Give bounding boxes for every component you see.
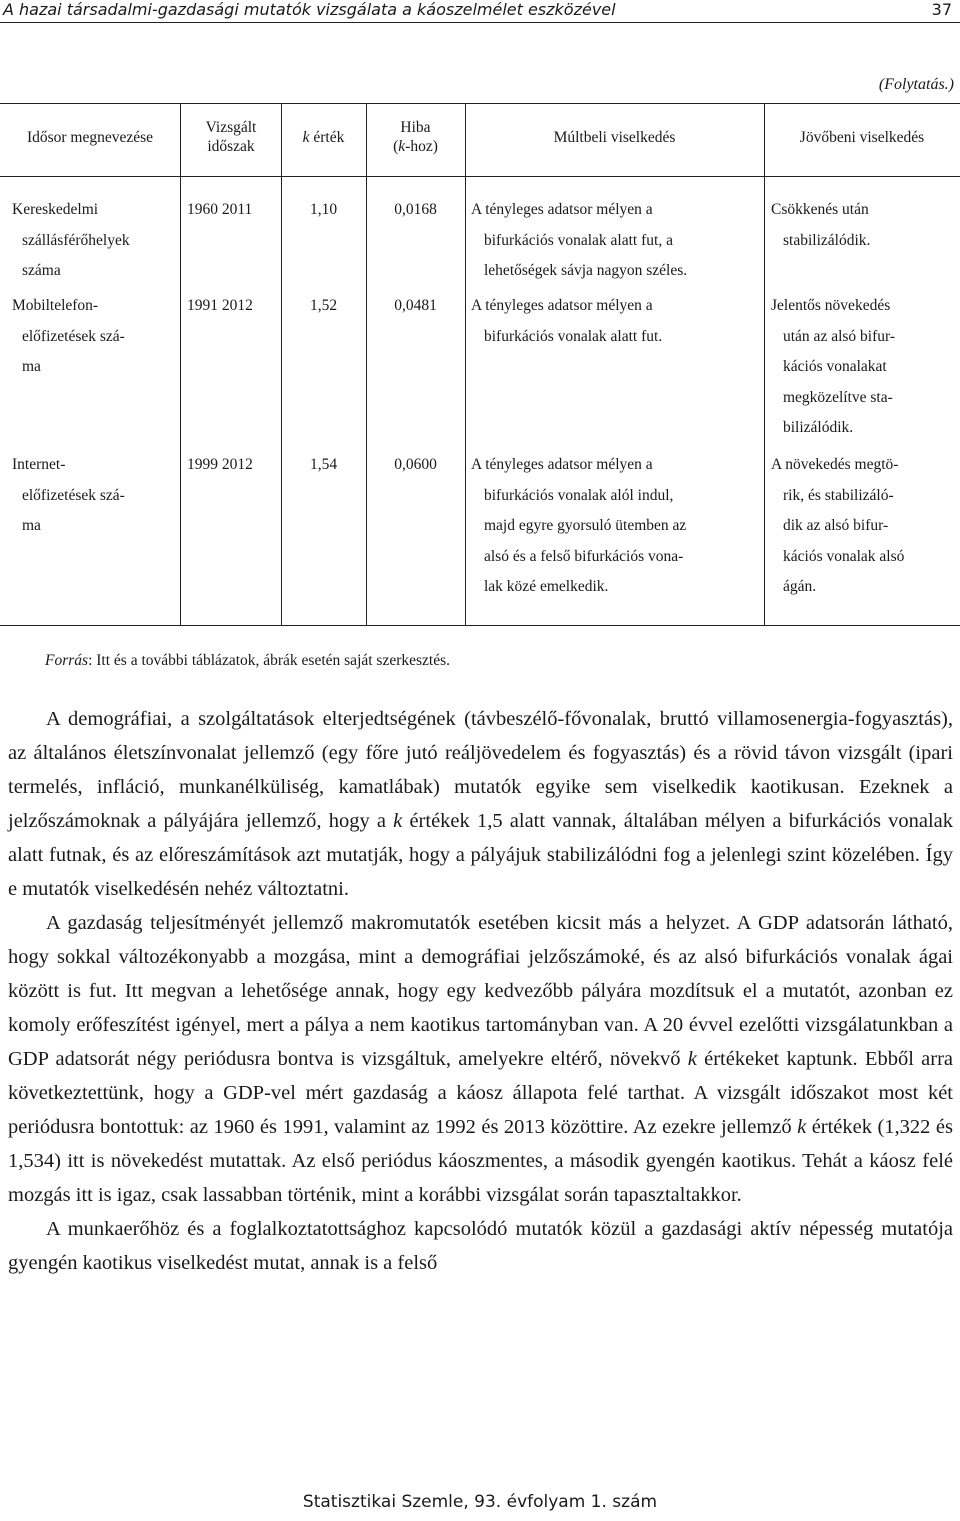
column-divider bbox=[180, 103, 181, 625]
paragraph: A demográfiai, a szolgáltatások elterjedtségének (távbeszélő-fővonalak, bruttó villamosenergia-fogyasztás), az általános életszínvonalat jellemző (egy főre jutó reáljövedelem és fogyasztás) és a rövid távon vizsgált (ipari termelés, infláció, munkanélküliség, kamatlábak) mutatók egyike sem viselkedik kaotikusan. Ezeknek a jelzőszámoknak a pályájára jellemző, hogy a k értékek 1,5 alatt vannak, általában mélyen a bifurkációs vonalak alatt futnak, és az előreszámítások azt mutatják, hogy a pályájuk stabilizálódni fog a jelenlegi szint közelében. Így e mutatók viselkedésén nehéz változtatni. bbox=[8, 708, 953, 900]
row-2-past-behavior: A tényleges adatsor mélyen a bifurkációs vonalak alatt fut. bbox=[471, 297, 663, 345]
row-1-period: 1960 2011 bbox=[187, 201, 253, 218]
table-header-rule bbox=[0, 176, 960, 177]
row-1-future-behavior: Csökkenés után stabilizálódik. bbox=[771, 201, 871, 249]
row-2-period: 1991 2012 bbox=[187, 297, 253, 314]
row-1-k-value: 1,10 bbox=[309, 201, 338, 218]
row-3-series-name: Internet- előfizetések szá- ma bbox=[12, 456, 125, 534]
row-2-error: 0,0481 bbox=[394, 297, 437, 314]
col-header-series-name: Idősor megnevezése bbox=[26, 129, 154, 146]
page-footer: Statisztikai Szemle, 93. évfolyam 1. szám bbox=[302, 1492, 658, 1512]
col-header-period: Vizsgált időszak bbox=[205, 119, 257, 155]
col-header-future-behavior: Jövőbeni viselkedés bbox=[799, 129, 925, 146]
row-2-series-name: Mobiltelefon- előfizetések szá- ma bbox=[12, 297, 125, 375]
row-1-series-name: Kereskedelmi szállásférőhelyek száma bbox=[12, 201, 130, 279]
table-top-rule bbox=[0, 103, 960, 104]
column-divider bbox=[764, 103, 765, 625]
paragraph: A gazdaság teljesítményét jellemző makromutatók esetében kicsit más a helyzet. A GDP adatsorán látható, hogy sokkal változékonyabb a mozgása, mint a demográfiai jelzőszámoké, és az alsó bifurkációs vonalak ágai között is fut. Itt megvan a lehetősége annak, hogy egy kedvezőbb pályára mozdítsuk el a mutatót, azonban ez komoly erőfeszítést igényel, mert a pálya a nem kaotikus tartományban van. A 20 évvel ezelőtti vizsgálatunkban a GDP adatsorát négy periódusra bontva is vizsgáltuk, amelyekre eltérő, növekvő k értékeket kaptunk. Ebből arra következtettünk, hogy a GDP-vel mért gazdaság a káosz állapota felé tarthat. A vizsgált időszakot most két periódusra bontottuk: az 1960 és 1991, valamint az 1992 és 2013 közöttire. Az ezekre jellemző k értékek (1,322 és 1,534) itt is növekedést mutattak. Az első periódus káoszmentes, a második gyengén kaotikus. Tehát a káosz felé mozgás itt is igaz, csak lassabban történik, mint a korábbi vizsgálat során tapasztaltakkor. bbox=[8, 912, 953, 1206]
header-rule bbox=[0, 22, 960, 23]
table-continued-note: (Folytatás.) bbox=[878, 76, 954, 93]
row-3-period: 1999 2012 bbox=[187, 456, 253, 473]
column-divider bbox=[465, 103, 466, 625]
row-3-future-behavior: A növekedés megtö- rik, és stabilizáló- dik az alsó bifur- kációs vonalak alsó ágán. bbox=[771, 456, 905, 595]
column-divider bbox=[366, 103, 367, 625]
row-2-future-behavior: Jelentős növekedés után az alsó bifur- kációs vonalakat megközelítve sta- bilizálódik. bbox=[771, 297, 896, 436]
body-text bbox=[8, 702, 953, 1280]
col-header-error: Hiba (k-hoz) bbox=[393, 119, 438, 155]
running-header bbox=[0, 0, 960, 22]
paragraph: A munkaerőhöz és a foglalkoztatottsághoz kapcsolódó mutatók közül a gazdasági aktív népesség mutatója gyengén kaotikus viselkedést mutat, annak is a felső bbox=[8, 1218, 953, 1274]
column-divider bbox=[281, 103, 282, 625]
row-2-k-value: 1,52 bbox=[309, 297, 338, 314]
running-header-title: A hazai társadalmi-gazdasági mutatók vizsgálata a káoszelmélet eszközével bbox=[3, 0, 616, 19]
col-header-k-value: k érték bbox=[302, 129, 345, 146]
table-source-note: Forrás: Itt és a további táblázatok, ábrák esetén saját szerkesztés. bbox=[45, 652, 451, 669]
page-number: 37 bbox=[931, 0, 952, 19]
row-1-error: 0,0168 bbox=[394, 201, 437, 218]
row-3-error: 0,0600 bbox=[394, 456, 437, 473]
table-bottom-rule bbox=[0, 625, 960, 626]
row-3-past-behavior: A tényleges adatsor mélyen a bifurkációs vonalak alól indul, majd egyre gyorsuló ütemben az alsó és a felső bifurkációs vona- lak közé emelkedik. bbox=[471, 456, 687, 595]
col-header-past-behavior: Múltbeli viselkedés bbox=[553, 129, 676, 146]
row-1-past-behavior: A tényleges adatsor mélyen a bifurkációs vonalak alatt fut, a lehetőségek sávja nagyon széles. bbox=[471, 201, 688, 279]
row-3-k-value: 1,54 bbox=[309, 456, 338, 473]
